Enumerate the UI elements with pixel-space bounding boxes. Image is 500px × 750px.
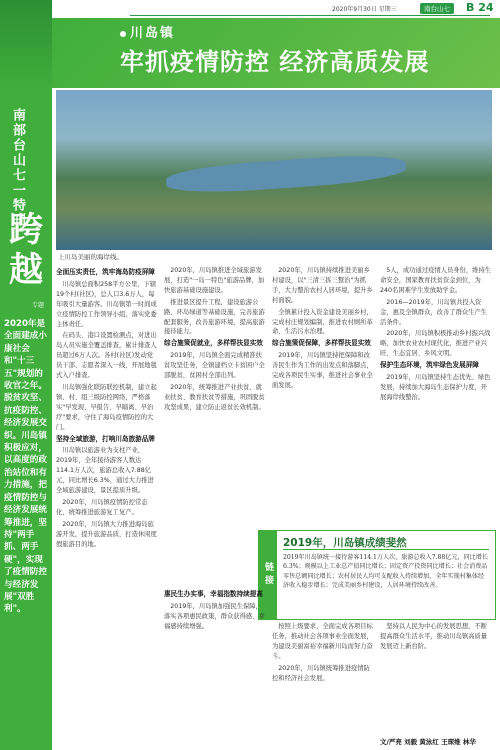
paragraph: 坚持以人民为中心的发展思想，不断提高群众生活水平，推动川岛镇高质量发展迈上新台阶。 xyxy=(380,623,488,650)
link-box-rule xyxy=(283,549,489,550)
article-column-2 xyxy=(164,266,266,415)
paragraph: 2019年，川岛镇加强民生保障，落实各项惠民政策，群众获得感、幸福感持续增强。 xyxy=(164,602,265,630)
issue-date: 2020年9月30日 星期三 xyxy=(332,6,397,13)
subheading: 保护生态环境，筑牢绿色发展屏障 xyxy=(380,361,479,370)
article-column-1 xyxy=(56,266,158,551)
side-big-char: 跨越 xyxy=(9,210,43,290)
headline: 牢抓疫情防控 经济高质发展 xyxy=(120,47,430,76)
article-header xyxy=(52,18,500,88)
article-column-3 xyxy=(272,266,374,393)
subheading: 坚持全域旅游，打响川岛旅游品牌 xyxy=(56,434,155,443)
paragraph: 在码头、港口设置检测点，对进出岛人员实施全覆盖排查，累计排查人员超过6万人次。各村(社区)发动党员干部、志愿者深入一线，开展地毯式入户排查。 xyxy=(56,332,157,380)
page-number: B 24 xyxy=(466,1,494,14)
column-name: 川岛镇 xyxy=(120,22,175,41)
paragraph: 2020年，川岛镇持续推进美丽乡村建设，以"三清三拆三整治"为抓手，大力整治农村人居环境，提升乡村面貌。 xyxy=(272,267,373,304)
link-box xyxy=(258,530,496,620)
subheading: 惠民生办实事，幸福指数持续提高 xyxy=(164,590,263,598)
paragraph: 2016—2019年，川岛镇共投入资金，惠及全镇群众，改善了群众生产生活条件。 xyxy=(380,298,488,326)
paragraph: 川岛镇总面积258平方公里，下辖19个村(社区)，总人口3.6万人，每年吸引大量游客。川岛镇第一时间成立疫情防控工作领导小组，落实党委主体责任。 xyxy=(56,280,157,328)
article-column-3-bottom xyxy=(272,622,374,685)
side-title: 南部台山七一特刊 xyxy=(10,108,25,228)
paragraph: 2019年，川岛镇全面完成精准扶贫攻坚任务，全镇建档立卡贫困户全部脱贫，贫困村全部出列。 xyxy=(164,352,265,380)
paragraph: 2020年，川岛镇推进全域旅游发展，打造"一岛一特色"旅游品牌，加快旅游基础设施建设。 xyxy=(164,267,265,294)
paragraph: 2020年，统筹推进产业扶贫、就业扶贫、教育扶贫等措施，巩固脱贫攻坚成果，建立防止返贫长效机制。 xyxy=(164,383,265,411)
link-box-title: 2019年，川岛镇成绩斐然 xyxy=(283,537,407,549)
bullet-icon xyxy=(120,31,126,37)
side-label: 专题 xyxy=(32,302,45,309)
subheading: 综合施策促保障，多样帮扶显实效 xyxy=(272,339,371,348)
photo-river xyxy=(165,152,406,197)
paragraph: 2019年，川岛镇坚持把保障和改善民生作为工作的出发点和落脚点，完成各项民生实事，推进社会事业全面发展。 xyxy=(272,352,373,389)
page-topbar xyxy=(0,0,500,18)
link-box-text: 2019年川岛镇统一接待游客114.1万人次，旅游总收入7.88亿元，同比增长6.3%；规模以上工业总产值同比增长；固定资产投资同比增长；社会消费品零售总额同比增长；农村居民人均可支配收入持续增加，全年实现村集体经济收入稳步增长；完成美丽乡村建设，人居环境持续改善。 xyxy=(283,554,488,590)
byline: 文/严亮 刘毅 黄泳红 王琛维 林华 xyxy=(380,738,476,746)
article-column-4 xyxy=(380,266,492,405)
article-column-2-bottom xyxy=(164,588,266,634)
subheading: 全面压实责任，筑牢海岛防疫屏障 xyxy=(56,268,155,276)
paragraph: 5人，成功通过疫情人员身份，维持生命安全，国家教育扶贫资金到位，为240名困难学生发放助学金。 xyxy=(380,267,492,294)
paragraph: 2020年，川岛镇大力推进海岛旅游开发，提升旅游品质，打造休闲度假旅游目的地。 xyxy=(56,520,157,548)
link-box-side: 链接 xyxy=(259,531,277,619)
subheading: 综合施策促就业，多样帮扶显实效 xyxy=(164,339,263,348)
paragraph: 川岛镇强化联防联控机制，建立起镇、村、组三级防控网络，严格落实"早发现、早报告、早隔离、早治疗"要求，守住了海岛疫情防控的大门。 xyxy=(56,383,157,431)
paragraph: 按照上级要求，全面完成各项目标任务，推动社会各项事业全面发展，为建设美丽富裕幸福新川岛而努力奋斗。 xyxy=(272,623,373,660)
paragraph: 2020年，川岛镇积极推动乡村振兴战略，加快农业农村现代化，推进产业兴旺、生态宜居、乡风文明。 xyxy=(380,330,491,358)
paragraph: 川岛镇以旅游业为支柱产业，2019年，全年接待游客人数达114.1万人次，旅游总收入7.88亿元，同比增长6.3%，通过大力推进全域旅游建设，景区提质升级。 xyxy=(56,447,154,495)
section-tag: 南台山七 xyxy=(420,3,454,14)
header-rule xyxy=(130,15,490,16)
paragraph: 2020年，川岛镇统筹推进疫情防控和经济社会发展。 xyxy=(272,664,370,682)
paragraph: 全镇累计投入资金建设美丽乡村，完成村庄规划编制，推进农村厕所革命、生活污水治理。 xyxy=(272,308,373,336)
article-column-4-bottom xyxy=(380,622,492,654)
side-banner xyxy=(0,0,52,750)
paragraph: 2019年，川岛镇坚持生态优先、绿色发展，持续加大海岛生态保护力度，开展海岸线整治。 xyxy=(380,374,491,401)
photo-caption: 上川岛美丽的海岸线。 xyxy=(58,253,123,261)
lead-photo xyxy=(56,90,492,250)
side-intro: 2020年是全面建成小康社会和"十三五"规划的收官之年。脱贫攻坚、抗疫防控、经济发展交织。川岛镇积极应对，以高度的政治站位和有力措施，把疫情防控与经济发展统筹推进，坚持"两手抓、两手硬"，实现了疫情防控与经济发展"双胜利"。 xyxy=(4,319,47,615)
paragraph: 推进景区提升工程，建设旅游公路、环岛绿道等基础设施，完善旅游配套服务，改善旅游环境，提高旅游接待能力。 xyxy=(164,298,265,336)
paragraph: 2020年，川岛镇疫情防控常态化，统筹推进旅游复工复产。 xyxy=(56,498,148,516)
